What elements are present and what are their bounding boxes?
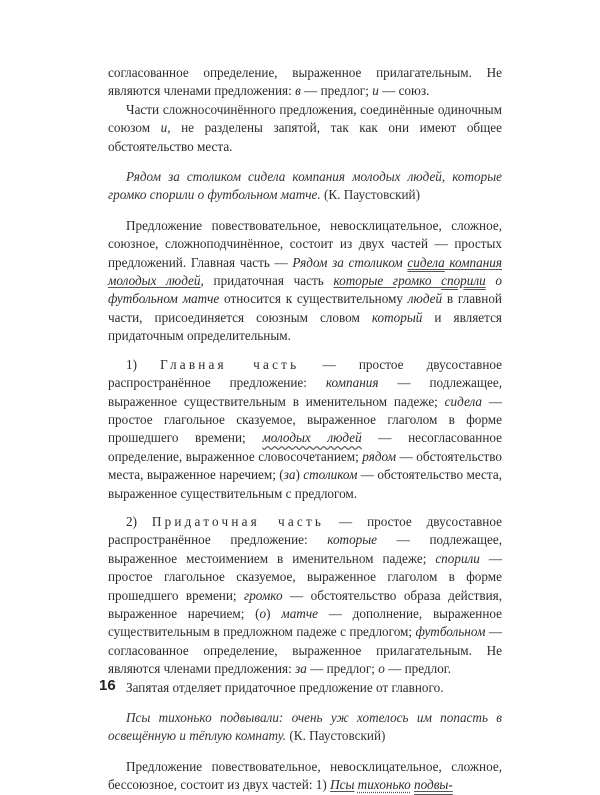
italic-word: рядом xyxy=(362,448,397,464)
subject-underlined: компания молодых людей xyxy=(108,254,503,289)
example-sentence-1 xyxy=(108,168,502,205)
paragraph-4 xyxy=(108,356,502,503)
main-part-text: Рядом за столиком xyxy=(292,254,408,270)
text-run: Запятая отделяет придаточное предложение от главного. xyxy=(126,679,444,695)
italic-word: столиком xyxy=(303,467,358,483)
italic-word: спорили xyxy=(435,550,480,566)
italic-word: футбольном xyxy=(415,624,486,640)
italic-word: громко xyxy=(244,587,283,603)
text-run: — обстоятельство образа действия, выраженное наречием; ( xyxy=(108,587,502,621)
text-run: ) xyxy=(295,467,304,483)
text-run: не разделены запятой, так как они имеют общее обстоятельство места. xyxy=(108,120,502,154)
example-author: (К. Паустовский) xyxy=(320,187,421,203)
paragraph-2 xyxy=(108,101,502,156)
text-run: — обстоятельство места, выраженное наречием; ( xyxy=(108,448,502,483)
text-run: — предлог; xyxy=(300,83,373,99)
paragraph-7 xyxy=(108,758,502,795)
italic-word: которые xyxy=(327,532,378,548)
example-text xyxy=(108,168,502,205)
spaced-heading: Придаточная часть xyxy=(151,513,325,529)
text-run: Предложение повествовательное, невосклицательное, сложное, союзное, сложноподчинённое, состоит из двух частей — простых предложений. Главная часть — xyxy=(108,217,502,270)
italic-word: за xyxy=(283,467,296,483)
italic-word: и, xyxy=(160,120,171,136)
text-run: — дополнение, выраженное существительным в предложном падеже с предлогом; xyxy=(108,605,502,640)
list-number: 1) xyxy=(126,356,161,372)
text-run: — несогласованное определение, выраженное словосочетанием; xyxy=(108,430,503,464)
example-text xyxy=(108,709,502,746)
predicate-underlined: спорили xyxy=(441,273,486,289)
text-run: Части сложносочинённого предложения, соединённые одиночным союзом xyxy=(108,101,502,136)
subject-underlined: Псы xyxy=(330,777,355,793)
italic-word: за xyxy=(295,661,307,677)
text-run: — простое двусоставное распространённое предложение: xyxy=(108,356,502,391)
adverbial-underlined: тихонько xyxy=(357,777,411,793)
text-run: , придаточная часть xyxy=(200,273,334,289)
text-run: — предлог. xyxy=(384,661,452,677)
paragraph-5 xyxy=(108,513,502,679)
text-run: — согласованное определение, выраженное прилагательным. Не являются членами предложения: xyxy=(108,624,503,677)
example-italic: Рядом за столиком сидела компания молодых людей, которые громко спорили о футбольном матче. xyxy=(108,169,502,203)
text-run: ) xyxy=(266,605,282,621)
paragraph-1 xyxy=(108,64,502,101)
paragraph-6 xyxy=(108,679,502,697)
text-run: согласованное определение, выраженное прилагательным. Не являются членами предложения: xyxy=(108,65,502,99)
text-run: — обстоятельство места, выраженное существительным с предлогом. xyxy=(108,467,502,501)
page-number: 16 xyxy=(99,677,116,694)
italic-word: компания xyxy=(325,375,379,391)
italic-word: о xyxy=(378,661,385,677)
italic-word: в xyxy=(295,83,301,99)
text-run: в главной части, присоединяется союзным словом xyxy=(108,291,502,325)
text-run: — простое двусоставное распространённое предложение: xyxy=(108,513,502,548)
italic-word: сидела xyxy=(444,393,482,409)
spaced-heading: Главная часть xyxy=(160,356,300,372)
clause-underlined: которые громко xyxy=(333,273,442,289)
italic-word: который xyxy=(371,309,423,325)
text-block xyxy=(108,64,502,795)
text-run: относится к существительному xyxy=(219,291,408,307)
paragraph-3 xyxy=(108,217,502,346)
italic-word: и xyxy=(372,83,379,99)
italic-word: молодых людей xyxy=(262,430,362,446)
example-italic: Псы тихонько подвывали: очень уж хотелось им попасть в освещённую и тёплую комнату. xyxy=(108,710,502,744)
italic-word: матче xyxy=(281,605,318,621)
italic-word: о xyxy=(259,605,267,621)
italic-word: людей xyxy=(407,291,443,307)
text-run: — подлежащее, выраженное местоимением в именительном падеже; xyxy=(108,532,502,566)
list-number: 2) xyxy=(126,513,152,529)
text-run: и является придаточным определительным. xyxy=(108,309,502,344)
text-run: Предложение повествовательное, невосклицательное, сложное, бессоюзное, состоит из двух частей: 1) xyxy=(108,758,502,793)
example-sentence-2 xyxy=(108,709,502,746)
text-run: — простое глагольное сказуемое, выраженное глаголом в форме прошедшего времени; xyxy=(108,550,503,603)
text-run: — подлежащее, выраженное существительным в именительном падеже; xyxy=(108,375,502,409)
predicate-underlined: подвы- xyxy=(414,777,453,793)
clause-text: о футбольном матче xyxy=(108,273,503,307)
predicate-underlined: сидела xyxy=(407,254,445,270)
example-author: (К. Паустовский) xyxy=(286,728,386,744)
text-run: — предлог; xyxy=(306,661,379,677)
text-run: — простое глагольное сказуемое, выраженное глаголом в форме прошедшего времени; xyxy=(108,393,503,446)
text-run: — союз. xyxy=(378,83,430,99)
